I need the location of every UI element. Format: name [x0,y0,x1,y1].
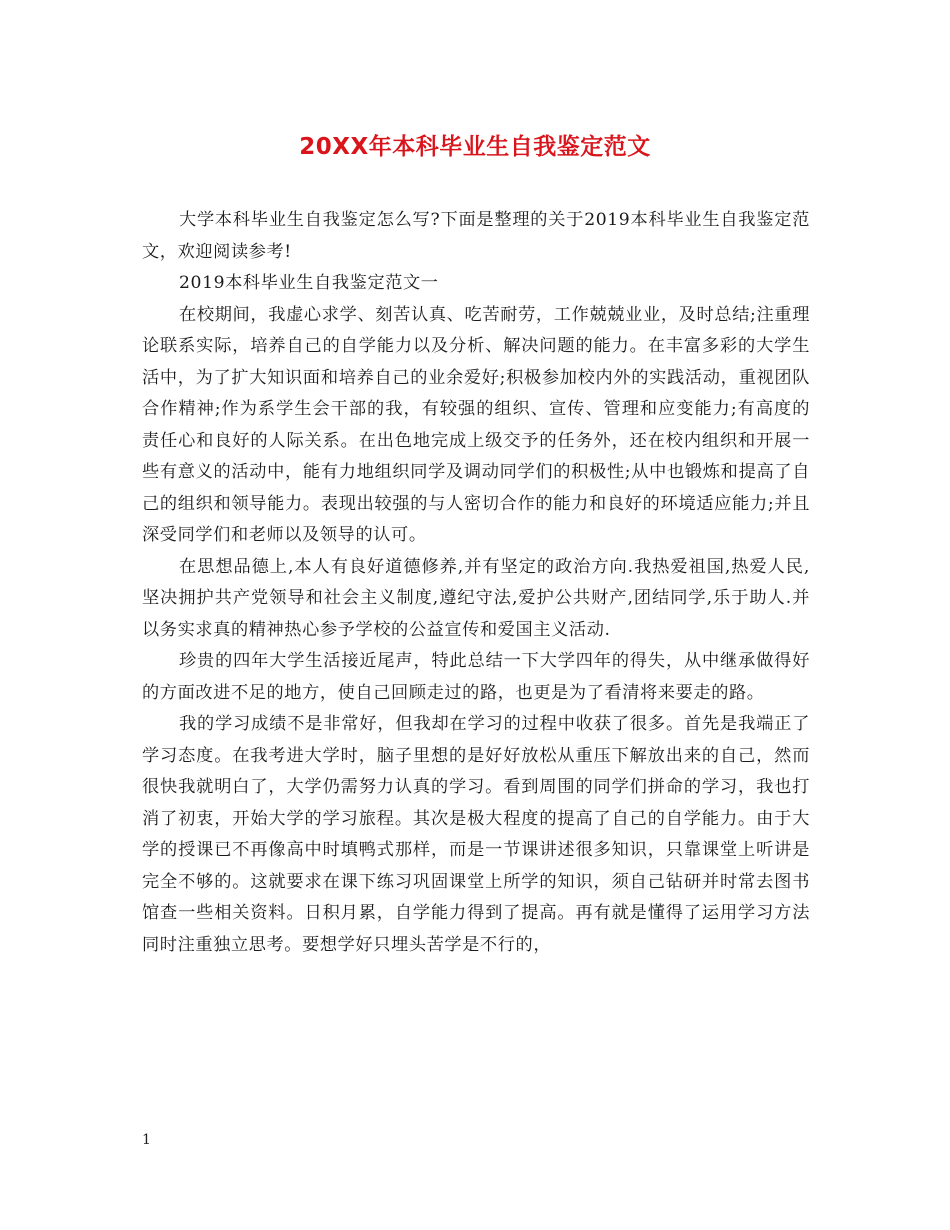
section-heading: 2019本科毕业生自我鉴定范文一 [179,273,439,293]
paragraph-moral-character: 在思想品德上,本人有良好道德修养,并有坚定的政治方向.我热爱祖国,热爱人民,坚决拥护共产党领导和社会主义制度,遵纪守法,爱护公共财产,团结同学,乐于助人.并以务实求真的精神热心参予学校的公益宣传和爱国主义活动. [142,556,810,640]
page-number: 1 [142,1132,151,1148]
page-title: 20XX年本科毕业生自我鉴定范文 [299,134,651,160]
document-body [142,205,810,961]
paragraph-intro: 大学本科毕业生自我鉴定怎么写?下面是整理的关于2019本科毕业生自我鉴定范文，欢迎阅读参考! [142,210,810,262]
paragraph-study: 我的学习成绩不是非常好，但我却在学习的过程中收获了很多。首先是我端正了学习态度。在我考进大学时，脑子里想的是好好放松从重压下解放出来的自己，然而很快我就明白了，大学仍需努力认真的学习。看到周围的同学们拼命的学习，我也打消了初衷，开始大学的学习旅程。其次是极大程度的提高了自己的自学能力。由于大学的授课已不再像高中时填鸭式那样，而是一节课讲述很多知识，只靠课堂上听讲是完全不够的。这就要求在课下练习巩固课堂上所学的知识，须自己钻研并时常去图书馆查一些相关资料。日积月累，自学能力得到了提高。再有就是懂得了运用学习方法同时注重独立思考。要想学好只埋头苦学是不行的， [142,714,810,955]
paragraph-summary: 珍贵的四年大学生活接近尾声，特此总结一下大学四年的得失，从中继承做得好的方面改进不足的地方，使自己回顾走过的路，也更是为了看清将来要走的路。 [142,651,810,703]
paragraph-campus-life: 在校期间，我虚心求学、刻苦认真、吃苦耐劳，工作兢兢业业，及时总结;注重理论联系实际，培养自己的自学能力以及分析、解决问题的能力。在丰富多彩的大学生活中，为了扩大知识面和培养自己的业余爱好;积极参加校内外的实践活动，重视团队合作精神;作为系学生会干部的我，有较强的组织、宣传、管理和应变能力;有高度的责任心和良好的人际关系。在出色地完成上级交予的任务外，还在校内组织和开展一些有意义的活动中，能有力地组织同学及调动同学们的积极性;从中也锻炼和提高了自己的组织和领导能力。表现出较强的与人密切合作的能力和良好的环境适应能力;并且深受同学们和老师以及领导的认可。 [142,304,810,545]
